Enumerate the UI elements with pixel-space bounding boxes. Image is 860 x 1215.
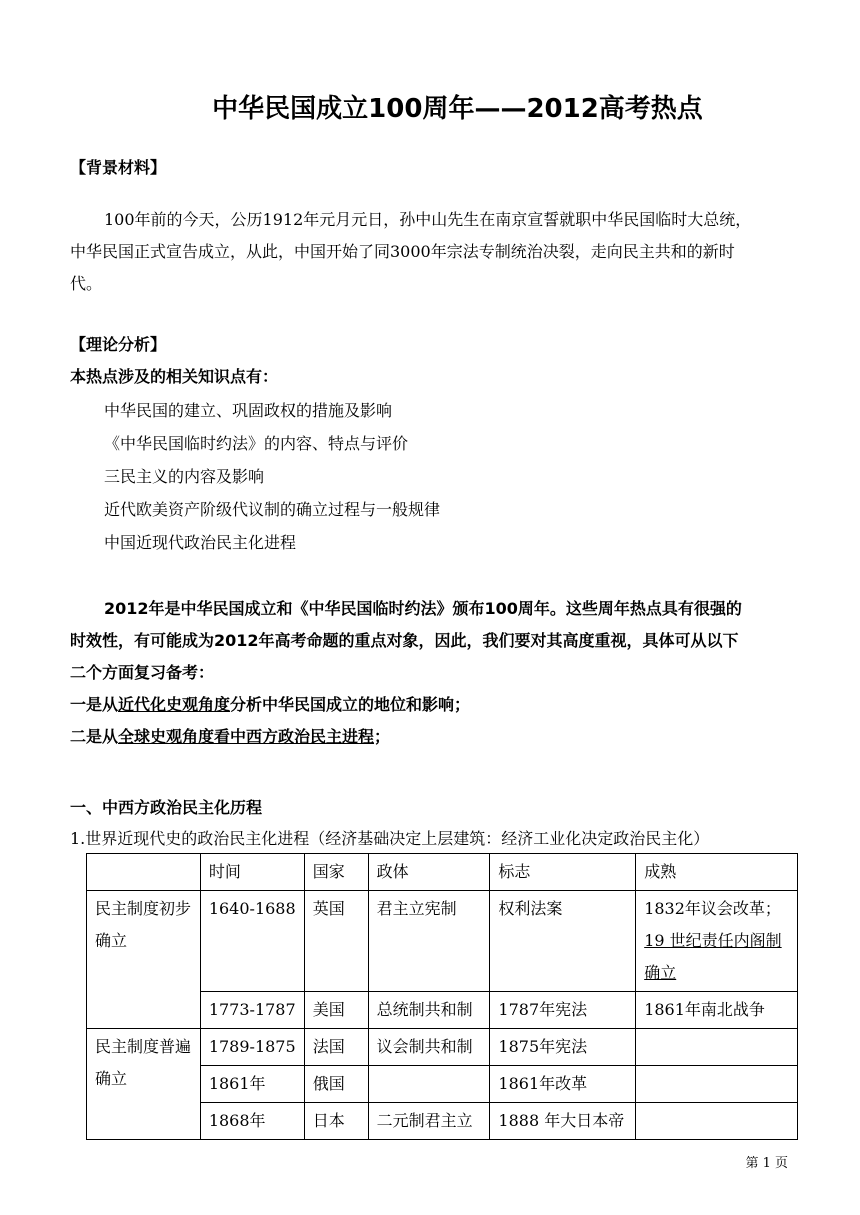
knowledge-item: 三民主义的内容及影响 <box>104 467 265 486</box>
table-cell: 1640-1688 <box>200 891 304 992</box>
review-line-1: 2012年是中华民国成立和《中华民国临时约法》颁布100周年。这些周年热点具有很强的 <box>104 599 742 618</box>
group-cell: 民主制度初步确立 <box>87 891 201 1029</box>
table-cell: 1868年 <box>200 1103 304 1140</box>
table-cell: 俄国 <box>304 1066 368 1103</box>
table-cell: 二元制君主立 <box>368 1103 490 1140</box>
review-line-3: 二个方面复习备考： <box>70 663 215 682</box>
header-cell <box>87 854 201 891</box>
review-line-2: 时效性，有可能成为2012年高考命题的重点对象，因此，我们要对其高度重视，具体可从以下 <box>70 631 739 650</box>
table-cell <box>636 1029 798 1066</box>
table-cell <box>636 1103 798 1140</box>
page-title: 中华民国成立100周年——2012高考热点 <box>212 94 703 124</box>
table-cell: 法国 <box>304 1029 368 1066</box>
background-line-2: 中华民国正式宣告成立，从此，中国开始了同3000年宗法专制统治决裂，走向民主共和的新时 <box>70 242 735 261</box>
table-cell: 1888 年大日本帝 <box>490 1103 636 1140</box>
knowledge-item: 中华民国的建立、巩固政权的措施及影响 <box>104 401 393 420</box>
table-cell: 总统制共和制 <box>368 992 490 1029</box>
table-cell: 1789-1875 <box>200 1029 304 1066</box>
background-line-3: 代。 <box>70 274 103 293</box>
point-1-prefix: 一是从 <box>70 695 119 714</box>
header-cell: 国家 <box>304 854 368 891</box>
point-1-suffix: 分析中华民国成立的地位和影响； <box>230 695 471 714</box>
table-cell: 1861年 <box>200 1066 304 1103</box>
table-cell: 议会制共和制 <box>368 1029 490 1066</box>
knowledge-item: 《中华民国临时约法》的内容、特点与评价 <box>104 434 409 453</box>
table-cell <box>368 1066 490 1103</box>
table-cell: 1861年南北战争 <box>636 992 798 1029</box>
table-cell <box>636 1066 798 1103</box>
point-2-suffix: ； <box>374 727 391 746</box>
table-cell <box>636 891 798 992</box>
table-cell: 1773-1787 <box>200 992 304 1029</box>
democratization-table <box>86 853 798 1140</box>
table-cell: 美国 <box>304 992 368 1029</box>
knowledge-item: 近代欧美资产阶级代议制的确立过程与一般规律 <box>104 500 441 519</box>
section-1-heading: 一、中西方政治民主化历程 <box>70 798 263 817</box>
header-cell: 政体 <box>368 854 490 891</box>
header-cell: 成熟 <box>636 854 798 891</box>
section-1-subheading: 1.世界近现代史的政治民主化进程（经济基础决定上层建筑：经济工业化决定政治民主化） <box>70 829 710 848</box>
mature-line-underlined: 19 世纪责任内阁制确立 <box>644 931 782 982</box>
table-cell: 1787年宪法 <box>490 992 636 1029</box>
review-point-2 <box>70 721 390 753</box>
table-cell: 1875年宪法 <box>490 1029 636 1066</box>
table-row <box>87 891 798 992</box>
review-point-1 <box>70 689 470 721</box>
point-2-underlined: 全球史观角度看中西方政治民主进程 <box>118 727 375 746</box>
group-cell: 民主制度普遍确立 <box>87 1029 201 1140</box>
background-line-1: 100年前的今天，公历1912年元月元日，孙中山先生在南京宣誓就职中华民国临时大总统， <box>104 210 752 229</box>
point-1-underlined: 近代化史观角度 <box>118 695 231 714</box>
table-row <box>87 1029 798 1066</box>
analysis-heading: 【理论分析】 <box>70 335 167 354</box>
table-header-row <box>87 854 798 891</box>
knowledge-item: 中国近现代政治民主化进程 <box>104 533 297 552</box>
header-cell: 时间 <box>200 854 304 891</box>
analysis-intro: 本热点涉及的相关知识点有： <box>70 367 279 386</box>
page-number: 第 1 页 <box>745 1156 788 1171</box>
background-heading: 【背景材料】 <box>70 158 167 177</box>
point-2-prefix: 二是从 <box>70 727 119 746</box>
header-cell: 标志 <box>490 854 636 891</box>
table-cell: 英国 <box>304 891 368 992</box>
mature-line: 1832年议会改革； <box>644 899 781 918</box>
table-cell: 君主立宪制 <box>368 891 490 992</box>
table-cell: 日本 <box>304 1103 368 1140</box>
table-cell: 权利法案 <box>490 891 636 992</box>
table-cell: 1861年改革 <box>490 1066 636 1103</box>
